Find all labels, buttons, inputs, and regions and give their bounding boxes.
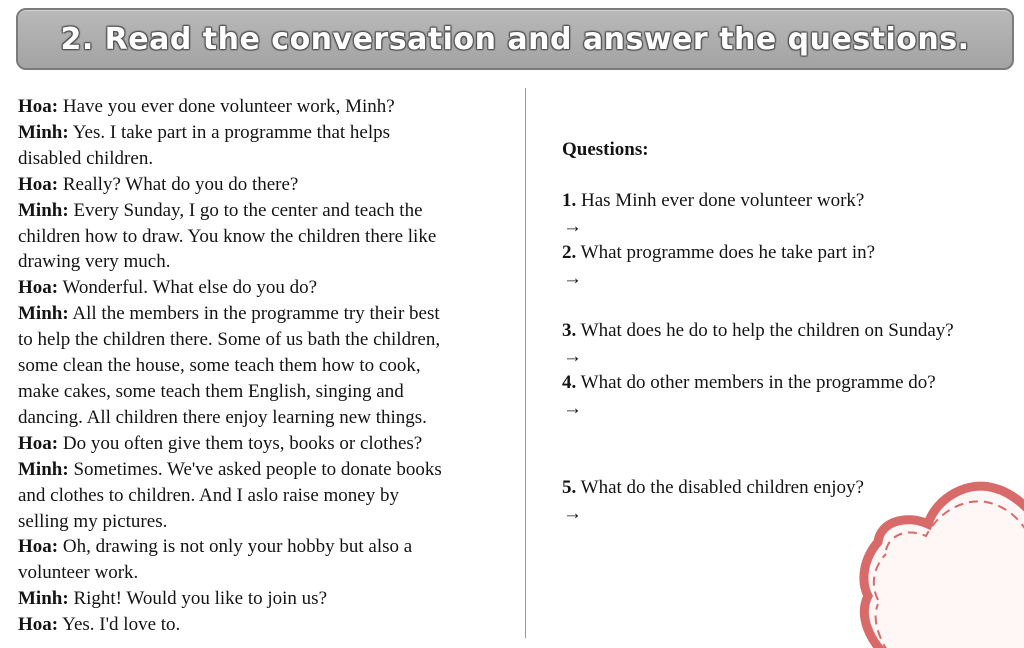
line-text: Sometimes. We've asked people to donate books [68, 458, 442, 480]
line-text: Yes. I'd love to. [58, 614, 181, 636]
line-text: selling my pictures. [18, 510, 168, 532]
conversation-line [18, 534, 518, 560]
flower-decoration-icon [858, 476, 1024, 648]
question-1 [562, 190, 864, 212]
question-number: 3. [562, 320, 577, 341]
conversation-line [18, 379, 518, 405]
speaker-name: Hoa: [18, 96, 59, 117]
line-text: drawing very much. [18, 251, 171, 273]
questions-heading: Questions: [562, 139, 649, 160]
answer-arrow-icon: → [563, 503, 582, 524]
conversation-line [18, 198, 518, 224]
speaker-name: Minh: [18, 458, 69, 480]
speaker-name: Minh: [18, 199, 69, 221]
column-divider [525, 88, 526, 638]
title-banner [16, 8, 1014, 70]
answer-arrow-icon: → [563, 346, 582, 367]
answer-arrow-icon: → [563, 398, 582, 419]
answer-arrow-icon: → [563, 268, 582, 289]
line-text: Oh, drawing is not only your hobby but also a [58, 536, 413, 558]
line-text: and clothes to children. And I aslo raise money by [18, 484, 399, 506]
question-2 [562, 242, 875, 264]
line-text: Every Sunday, I go to the center and teach the [68, 199, 423, 221]
line-text: make cakes, some teach them English, singing and [18, 380, 404, 402]
conversation-line [18, 249, 518, 275]
speaker-name: Hoa: [18, 173, 59, 195]
conversation-text [18, 94, 518, 638]
exercise-title: 2. Read the conversation and answer the questions. [60, 22, 970, 57]
line-text: disabled children. [18, 147, 154, 169]
line-text: Really? What do you do there? [58, 173, 299, 195]
question-text: Has Minh ever done volunteer work? [576, 190, 865, 211]
conversation-line [18, 457, 518, 483]
question-4 [562, 372, 936, 394]
conversation-line [18, 146, 518, 172]
speaker-name: Minh: [18, 121, 69, 143]
speaker-name: Minh: [18, 303, 69, 325]
conversation-line [18, 586, 518, 612]
line-text: to help the children there. Some of us bath the children, [18, 329, 441, 351]
line-text: some clean the house, some teach them how to cook, [18, 355, 421, 377]
question-number: 1. [562, 190, 577, 211]
answer-arrow-icon: → [563, 216, 582, 237]
line-text: volunteer work. [18, 562, 139, 584]
line-text: Right! Would you like to join us? [68, 588, 327, 610]
conversation-line [18, 327, 518, 353]
conversation-line [18, 301, 518, 327]
conversation-line [18, 275, 518, 301]
conversation-line [18, 483, 518, 509]
speaker-name: Hoa: [18, 536, 59, 558]
speaker-name: Hoa: [18, 614, 59, 636]
conversation-line [18, 560, 518, 586]
conversation-line [18, 509, 518, 535]
question-text: What does he do to help the children on Sunday? [576, 320, 954, 341]
question-number: 5. [562, 477, 577, 498]
line-text: All the members in the programme try their best [68, 303, 440, 325]
conversation-line [18, 172, 518, 198]
question-text: What do the disabled children enjoy? [576, 477, 864, 498]
conversation-line [18, 405, 518, 431]
question-3 [562, 320, 954, 342]
conversation-line [18, 353, 518, 379]
line-text: children how to draw. You know the children there like [18, 225, 437, 247]
conversation-line [18, 224, 518, 250]
question-text: What programme does he take part in? [576, 242, 876, 263]
conversation-line [18, 94, 518, 120]
line-text: Wonderful. What else do you do? [58, 277, 318, 299]
question-5 [562, 477, 864, 499]
line-text: dancing. All children there enjoy learning new things. [18, 406, 427, 428]
line-text: Yes. I take part in a programme that helps [68, 121, 391, 143]
conversation-line [18, 431, 518, 457]
conversation-line [18, 612, 518, 638]
line-text: Have you ever done volunteer work, Minh? [58, 96, 395, 117]
speaker-name: Minh: [18, 588, 69, 610]
question-text: What do other members in the programme do? [576, 372, 936, 393]
question-number: 4. [562, 372, 577, 393]
conversation-line [18, 120, 518, 146]
speaker-name: Hoa: [18, 432, 59, 454]
question-number: 2. [562, 242, 577, 263]
line-text: Do you often give them toys, books or clothes? [58, 432, 423, 454]
speaker-name: Hoa: [18, 277, 59, 299]
